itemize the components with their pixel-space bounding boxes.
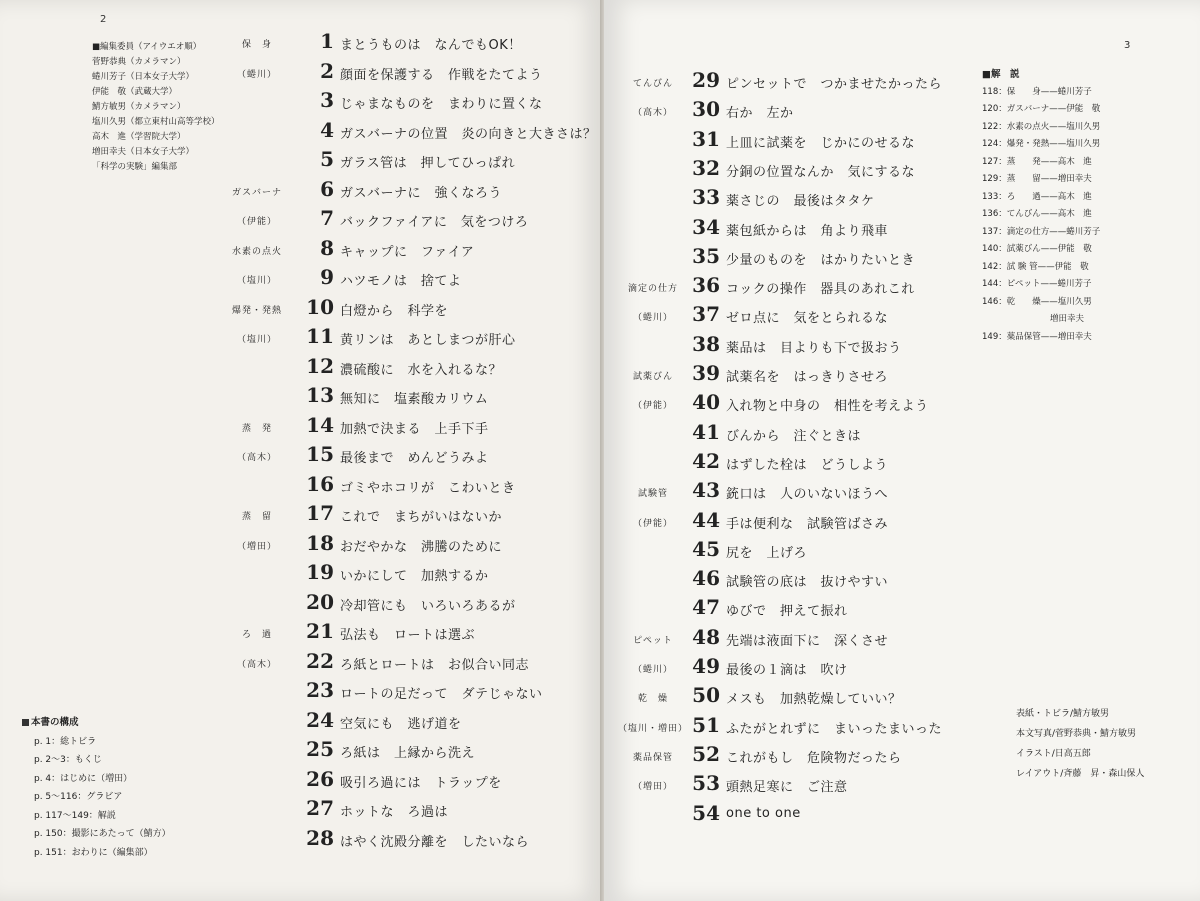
- toc-category: 乾 燥: [637, 694, 668, 705]
- toc-number: 25: [306, 737, 334, 761]
- commentary-item: 118：保 身——蜷川芳子: [982, 86, 1092, 97]
- toc-title: これがもし 危険物だったら: [726, 750, 902, 766]
- toc-number: 45: [692, 536, 720, 561]
- toc-title: キャップに ファイア: [340, 244, 475, 260]
- toc-title: ピンセットで つかませたかったら: [726, 77, 943, 92]
- toc-entry: [222, 440, 602, 470]
- toc-title: 薬さじの 最後はタタケ: [726, 194, 875, 210]
- commentary-item: 124：爆発・発熱——塩川久男: [982, 139, 1101, 149]
- commentary-item: 122：水素の点火——塩川久男: [982, 121, 1101, 132]
- toc-number: 11: [306, 324, 334, 348]
- toc-title: 吸引ろ過には トラップを: [340, 775, 502, 791]
- commentary-heading: ■解 説: [982, 69, 1020, 80]
- toc-category: （蜷川）: [236, 69, 277, 80]
- toc-title: おだやかな 沸騰のために: [340, 539, 503, 555]
- commentary-list: [982, 84, 1100, 347]
- design-credit: 本文写真/菅野恭典・鯖方敏男: [1016, 729, 1137, 739]
- toc-entry: [618, 183, 998, 213]
- commentary-item: 133：ろ 過——高木 進: [982, 191, 1092, 202]
- toc-entry: [222, 794, 602, 824]
- toc-entry: [618, 330, 998, 360]
- toc-entry: [618, 300, 998, 330]
- toc-entry: [222, 352, 602, 382]
- toc-entry: [618, 359, 998, 389]
- toc-title: 空気にも 逃げ道を: [340, 716, 462, 732]
- toc-number: 18: [306, 530, 334, 555]
- toc-title: 最後の１滴は 吹け: [726, 663, 848, 678]
- toc-title: ゴミやホコリが こわいとき: [340, 480, 516, 496]
- commentary-item: 増田幸夫: [982, 314, 1085, 324]
- toc-title: ガラス管は 押してひっぱれ: [340, 156, 516, 171]
- left-page-number: 2: [100, 14, 107, 25]
- toc-entry: [222, 293, 602, 323]
- toc-entry: [618, 564, 998, 594]
- toc-title: はずした栓は どうしよう: [726, 457, 889, 473]
- toc-entry: [222, 499, 602, 529]
- square-bullet-icon: [22, 719, 29, 726]
- toc-entry: [222, 558, 602, 588]
- toc-number: 19: [306, 560, 334, 584]
- toc-title: 最後まで めんどうみよ: [340, 451, 489, 466]
- design-credit: 表紙・トビラ/鯖方敏男: [1016, 709, 1110, 719]
- toc-title: 先端は液面下に 深くさせ: [726, 633, 889, 649]
- right-page: [604, 0, 1200, 901]
- toc-title: はやく沈殿分離を したいなら: [340, 834, 530, 850]
- toc-entry: [222, 322, 602, 352]
- toc-entry: [618, 242, 998, 272]
- design-credits: [1016, 704, 1144, 784]
- toc-category: （伊能）: [632, 401, 673, 412]
- toc-entry: [618, 681, 998, 711]
- toc-title: 無知に 塩素酸カリウム: [340, 392, 489, 407]
- staff-credit: 蜷川芳子（日本女子大学）: [92, 72, 195, 82]
- toc-category: 爆発・発熱: [231, 305, 282, 316]
- toc-title: 黄リンは あとしまつが肝心: [340, 333, 516, 348]
- toc-number: 34: [692, 214, 720, 239]
- toc-number: 30: [692, 97, 720, 122]
- toc-title: 少量のものを はかりたいとき: [726, 252, 916, 268]
- toc-title: 入れ物と中身の 相性を考えよう: [726, 399, 929, 415]
- toc-title: 試薬名を はっきりさせろ: [726, 370, 889, 385]
- staff-credit: ■編集委員（アイウエオ順）: [92, 42, 202, 52]
- commentary-item: 140：試薬びん——伊能 敬: [982, 244, 1092, 254]
- toc-number: 8: [320, 235, 334, 260]
- book-structure-item: p. 1：総トビラ: [34, 736, 97, 747]
- book-structure-item: p. 4：はじめに（増田）: [34, 773, 133, 784]
- toc-entry: [618, 799, 998, 829]
- toc-number: 46: [692, 566, 720, 591]
- book-structure-heading: 本書の構成: [31, 717, 79, 728]
- toc-title: ハツモノは 捨てよ: [340, 274, 462, 289]
- toc-category: （塩川）: [236, 335, 277, 345]
- book-structure-item: p. 151：おわりに（編集部）: [34, 847, 153, 858]
- toc-title: ろ紙とロートは お似合い同志: [340, 657, 530, 673]
- toc-number: 3: [320, 88, 334, 112]
- toc-category: （塩川・増田）: [618, 723, 689, 734]
- commentary-item: 149：薬品保管——増田幸夫: [982, 331, 1092, 342]
- toc-title: これで まちがいはないか: [340, 510, 503, 525]
- commentary-item: 137：滴定の仕方——蜷川芳子: [982, 226, 1101, 237]
- toc-category: （伊能）: [632, 518, 673, 529]
- toc-title: 銃口は 人のいないほうへ: [726, 487, 889, 503]
- book-structure: [22, 714, 171, 862]
- toc-entry: [222, 263, 602, 293]
- toc-title: ゆびで 押えて振れ: [726, 604, 848, 620]
- toc-title: ろ紙は 上縁から洗え: [340, 746, 476, 761]
- toc-number: 15: [306, 442, 334, 466]
- toc-entry: [618, 388, 998, 418]
- toc-number: 16: [306, 471, 334, 496]
- toc-category: （増田）: [236, 541, 277, 552]
- toc-number: 33: [692, 185, 720, 210]
- toc-category: 薬品保管: [632, 752, 673, 763]
- toc-title: ホットな ろ過は: [340, 805, 449, 820]
- toc-number: 50: [692, 683, 720, 708]
- toc-title: 加熱で決まる 上手下手: [340, 421, 489, 437]
- toc-category: 試験管: [637, 489, 668, 500]
- toc-title: コックの操作 器具のあれこれ: [726, 282, 915, 298]
- toc-number: 37: [692, 302, 720, 327]
- book-structure-item: p. 5〜116：グラビア: [34, 792, 123, 802]
- toc-number: 23: [306, 678, 334, 702]
- toc-title: まとうものは なんでもOK！: [340, 38, 522, 53]
- toc-number: 5: [320, 147, 334, 171]
- toc-title: メスも 加熱乾燥していい？: [726, 692, 902, 708]
- toc-number: 40: [692, 390, 720, 415]
- toc-title: ガスバーナに 強くなろう: [340, 185, 503, 201]
- toc-entry: [618, 506, 998, 536]
- toc-title: 上皿に試薬を じかにのせるな: [726, 135, 916, 151]
- toc-entry: [618, 652, 998, 682]
- toc-number: 31: [692, 126, 720, 151]
- toc-number: 7: [320, 206, 334, 230]
- toc-number: 22: [306, 648, 334, 673]
- toc-category: 保 身: [241, 40, 272, 50]
- toc-number: 9: [320, 265, 334, 289]
- toc-number: 26: [306, 766, 334, 791]
- toc-number: 36: [692, 273, 720, 298]
- staff-credit: 「科学の実験」編集部: [92, 162, 178, 172]
- toc-title: one to one: [726, 805, 801, 821]
- toc-entry: [222, 588, 602, 618]
- toc-entry: [618, 593, 998, 623]
- toc-category: ピペット: [633, 635, 673, 646]
- commentary-item: 146：乾 燥——塩川久男: [982, 296, 1092, 307]
- commentary-section: [982, 66, 1100, 346]
- toc-entry: [222, 706, 602, 736]
- toc-entry: [222, 647, 602, 677]
- staff-credit: 菅野恭典（カメラマン）: [92, 57, 186, 67]
- toc-category: 蒸 発: [241, 423, 272, 434]
- staff-credit: 鯖方敏男（カメラマン）: [92, 102, 186, 112]
- toc-category: （塩川）: [236, 276, 277, 286]
- toc-number: 49: [692, 654, 720, 678]
- toc-title: 薬品は 目よりも下で扱おう: [726, 340, 902, 356]
- toc-entry: [222, 116, 602, 146]
- book-structure-item: p. 117〜149：解説: [34, 810, 116, 821]
- toc-title: ふたがとれずに まいったまいった: [726, 721, 943, 737]
- toc-category: 水素の点火: [231, 246, 282, 257]
- toc-title: 薬包紙からは 角より飛車: [726, 223, 889, 239]
- toc-entry: [222, 234, 602, 264]
- editorial-committee: [92, 40, 220, 175]
- toc-number: 28: [306, 825, 334, 850]
- toc-title: びんから 注ぐときは: [726, 428, 862, 444]
- toc-title: 右か 左か: [726, 106, 794, 122]
- toc-entry: [618, 535, 998, 565]
- toc-number: 6: [320, 176, 334, 201]
- commentary-item: 129：蒸 留——増田幸夫: [982, 174, 1092, 184]
- toc-entry: [222, 381, 602, 411]
- toc-category: （蜷川）: [632, 313, 673, 324]
- commentary-item: 142：試 験 管——伊能 敬: [982, 261, 1089, 272]
- toc-entry: [222, 86, 602, 116]
- toc-entry: [222, 204, 602, 234]
- toc-number: 13: [306, 383, 334, 407]
- toc-entry: [618, 740, 998, 770]
- toc-title: ゼロ点に 気をとられるな: [726, 311, 889, 327]
- toc-number: 42: [692, 448, 720, 473]
- toc-entry: [618, 66, 998, 96]
- toc-title: 顔面を保護する 作戦をたてよう: [340, 67, 543, 83]
- toc-entry: [222, 735, 602, 765]
- toc-entry: [222, 411, 602, 441]
- toc-entry: [618, 95, 998, 125]
- toc-category: ろ 過: [241, 630, 272, 640]
- toc-entry: [618, 623, 998, 653]
- toc-entry: [618, 213, 998, 243]
- toc-title: 尻を 上げろ: [726, 545, 808, 561]
- staff-credit: 塩川久男（都立東村山高等学校）: [92, 117, 220, 127]
- toc-entry: [222, 529, 602, 559]
- book-structure-item: p. 2〜3：もくじ: [34, 755, 102, 765]
- toc-category: 滴定の仕方: [627, 284, 678, 295]
- toc-number: 21: [306, 619, 334, 643]
- toc-number: 20: [306, 589, 334, 614]
- toc-entry: [222, 470, 602, 500]
- toc-title: 頭熱足寒に ご注意: [726, 780, 848, 796]
- toc-entry: [222, 676, 602, 706]
- toc-number: 41: [692, 419, 720, 444]
- right-page-number: 3: [1124, 40, 1131, 51]
- toc-number: 32: [692, 155, 720, 180]
- toc-entry: [222, 57, 602, 87]
- toc-category: 試薬びん: [632, 372, 673, 382]
- toc-title: ロートの足だって ダテじゃない: [340, 687, 543, 702]
- toc-entry: [222, 824, 602, 854]
- commentary-item: 120：ガスバーナ——伊能 敬: [982, 104, 1101, 114]
- commentary-item: 144：ピペット——蜷川芳子: [982, 279, 1092, 289]
- toc-number: 51: [692, 712, 720, 737]
- toc-number: 4: [320, 117, 334, 142]
- staff-credit: 伊能 敬（武蔵大学）: [92, 87, 178, 97]
- toc-entry: [618, 418, 998, 448]
- toc-right: [618, 66, 998, 825]
- toc-category: （高木）: [632, 108, 673, 119]
- toc-title: いかにして 加熱するか: [340, 569, 489, 584]
- toc-number: 48: [692, 624, 720, 649]
- toc-entry: [618, 447, 998, 477]
- toc-entry: [618, 711, 998, 741]
- toc-number: 12: [306, 353, 334, 378]
- toc-title: バックファイアに 気をつけろ: [340, 215, 529, 230]
- toc-title: 濃硫酸に 水を入れるな？: [340, 362, 503, 378]
- toc-number: 47: [692, 595, 720, 620]
- toc-category: （高木）: [236, 659, 277, 670]
- toc-number: 29: [692, 68, 720, 92]
- staff-credit: 高木 進（学習院大学）: [92, 132, 186, 142]
- toc-entry: [222, 765, 602, 795]
- toc-category: （蜷川）: [632, 665, 673, 675]
- toc-title: 弘法も ロートは選ぶ: [340, 628, 476, 643]
- toc-title: 白燈から 科学を: [340, 303, 449, 319]
- toc-number: 10: [306, 294, 334, 319]
- toc-entry: [618, 125, 998, 155]
- toc-category: （増田）: [632, 782, 673, 793]
- toc-number: 53: [692, 771, 720, 796]
- toc-left: [222, 27, 602, 887]
- toc-category: （高木）: [236, 453, 277, 463]
- toc-number: 24: [306, 707, 334, 732]
- toc-entry: [618, 271, 998, 301]
- toc-number: 39: [692, 361, 720, 385]
- toc-category: 蒸 留: [241, 512, 272, 522]
- toc-number: 52: [692, 741, 720, 766]
- toc-title: 試験管の底は 抜けやすい: [726, 575, 889, 591]
- commentary-item: 127：蒸 発——高木 進: [982, 156, 1092, 167]
- toc-number: 1: [320, 29, 334, 53]
- toc-title: 分銅の位置なんか 気にするな: [726, 164, 916, 180]
- commentary-item: 136：てんびん——高木 進: [982, 209, 1092, 219]
- toc-entry: [222, 27, 602, 57]
- toc-entry: [618, 154, 998, 184]
- toc-number: 43: [692, 478, 720, 503]
- toc-entry: [618, 769, 998, 799]
- toc-number: 27: [306, 796, 334, 820]
- design-credit: イラスト/日高五郎: [1016, 749, 1091, 759]
- toc-entry: [222, 617, 602, 647]
- toc-number: 14: [306, 412, 334, 437]
- toc-number: 2: [320, 58, 334, 83]
- toc-title: 冷却管にも いろいろあるが: [340, 598, 516, 614]
- toc-number: 44: [692, 507, 720, 532]
- toc-title: じゃまなものを まわりに置くな: [340, 97, 543, 112]
- toc-number: 17: [306, 501, 334, 525]
- toc-number: 35: [692, 243, 720, 268]
- toc-category: ガスバーナ: [231, 187, 282, 198]
- toc-number: 38: [692, 331, 720, 356]
- book-structure-list: [22, 733, 171, 863]
- toc-category: てんびん: [632, 79, 673, 89]
- book-structure-item: p. 150：撮影にあたって（鯖方）: [34, 829, 171, 839]
- toc-number: 54: [692, 800, 720, 825]
- design-credit: レイアウト/斉藤 昇・森山保人: [1016, 769, 1145, 779]
- toc-entry: [222, 175, 602, 205]
- toc-entry: [222, 145, 602, 175]
- toc-category: （伊能）: [236, 217, 277, 227]
- toc-title: ガスバーナの位置 炎の向きと大きさは？: [340, 126, 597, 142]
- staff-credit: 増田幸夫（日本女子大学）: [92, 147, 195, 157]
- toc-entry: [618, 476, 998, 506]
- toc-title: 手は便利な 試験管ばさみ: [726, 516, 889, 532]
